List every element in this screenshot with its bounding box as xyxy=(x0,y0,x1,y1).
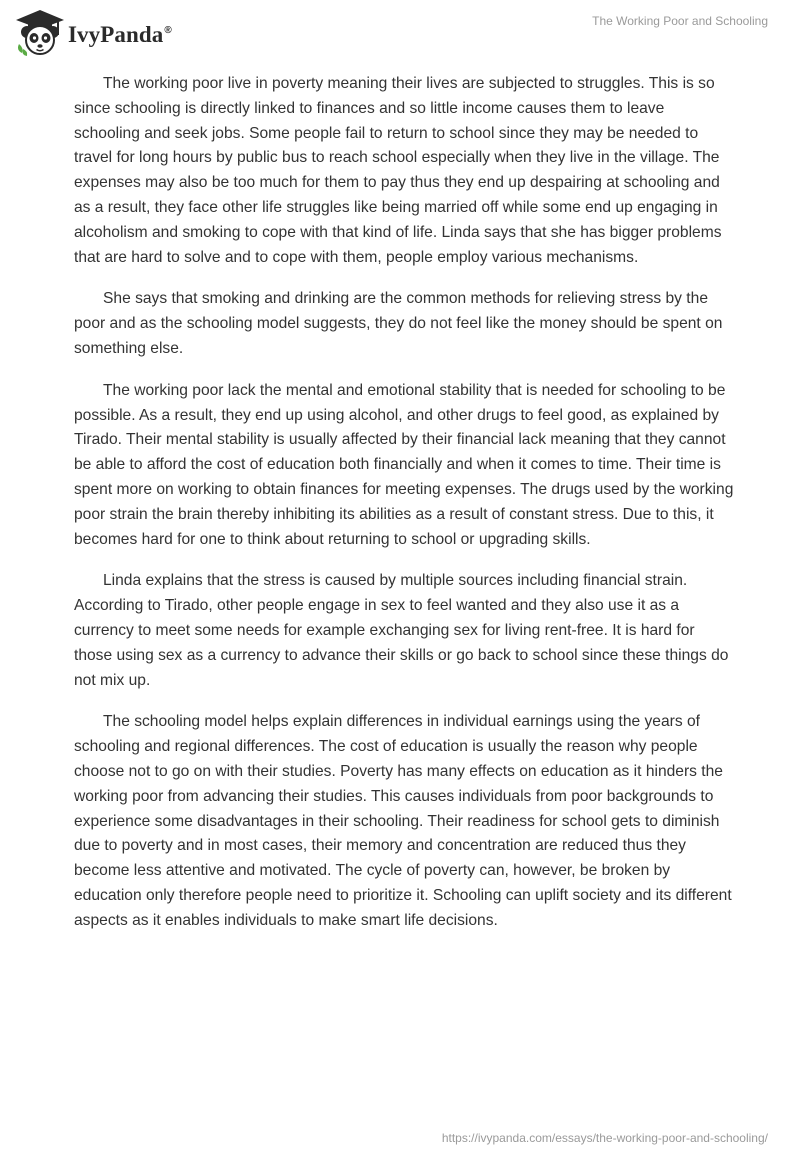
brand-name: IvyPanda® xyxy=(68,22,172,47)
panda-graduate-icon xyxy=(14,8,66,58)
registered-mark: ® xyxy=(164,25,172,37)
paragraph-1: The working poor live in poverty meaning their lives are subjected to struggles. This is so since schooling is directly linked to finances and so little income causes them to leave schooling and seek jobs. Some people fail to return to school since they may be needed to travel for long hours by public bus to reach school especially when they live in the village. The expenses may also be too much for them to pay thus they end up despairing at schooling and as a result, they face other life struggles like being married off while some end up engaging in alcoholism and smoking to cope with that kind of life. Linda says that she has bigger problems that are hard to solve and to cope with them, people employ various mechanisms. xyxy=(74,75,722,266)
paragraph-3: The working poor lack the mental and emotional stability that is needed for schooling to be possible. As a result, they end up using alcohol, and other drugs to feel good, as explained by Tirado. Their mental stability is usually affected by their financial lack meaning that they cannot be able to afford the cost of education both financially and when it comes to time. Their time is spent more on working to obtain finances for meeting expenses. The drugs used by the working poor strain the brain thereby inhibiting its abilities as a result of constant stress. Due to this, it becomes hard for one to think about returning to school or upgrading skills. xyxy=(74,381,734,548)
paragraph-5: The schooling model helps explain differences in individual earnings using the years of schooling and regional differences. The cost of education is usually the reason why people choose not to go on with their studies. Poverty has many effects on education as it hinders the working poor from advancing their studies. This causes individuals from poor backgrounds to experience some disadvantages in their schooling. Their readiness for school gets to diminish due to poverty and in most cases, their memory and concentration are reduced thus they become less attentive and motivated. The cycle of poverty can, however, be broken by education only therefore people need to prioritize it. Schooling can uplift society and its different aspects as it enables individuals to make smart life decisions. xyxy=(74,713,732,929)
ivypanda-logo[interactable] xyxy=(14,8,172,58)
paragraph-4: Linda explains that the stress is caused by multiple sources including financial strain. According to Tirado, other people engage in sex to feel wanted and they also use it as a currency to meet some needs for example exchanging sex for living rent-free. It is hard for those using sex as a currency to advance their skills or go back to school since these things do not mix up. xyxy=(74,572,729,689)
essay-body xyxy=(74,72,734,951)
source-url[interactable]: https://ivypanda.com/essays/the-working-poor-and-schooling/ xyxy=(441,1131,768,1145)
paragraph-2: She says that smoking and drinking are the common methods for relieving stress by the poor and as the schooling model suggests, they do not feel like the money should be spent on something else. xyxy=(74,290,723,357)
page-header xyxy=(0,0,800,64)
document-title: The Working Poor and Schooling xyxy=(592,14,768,28)
